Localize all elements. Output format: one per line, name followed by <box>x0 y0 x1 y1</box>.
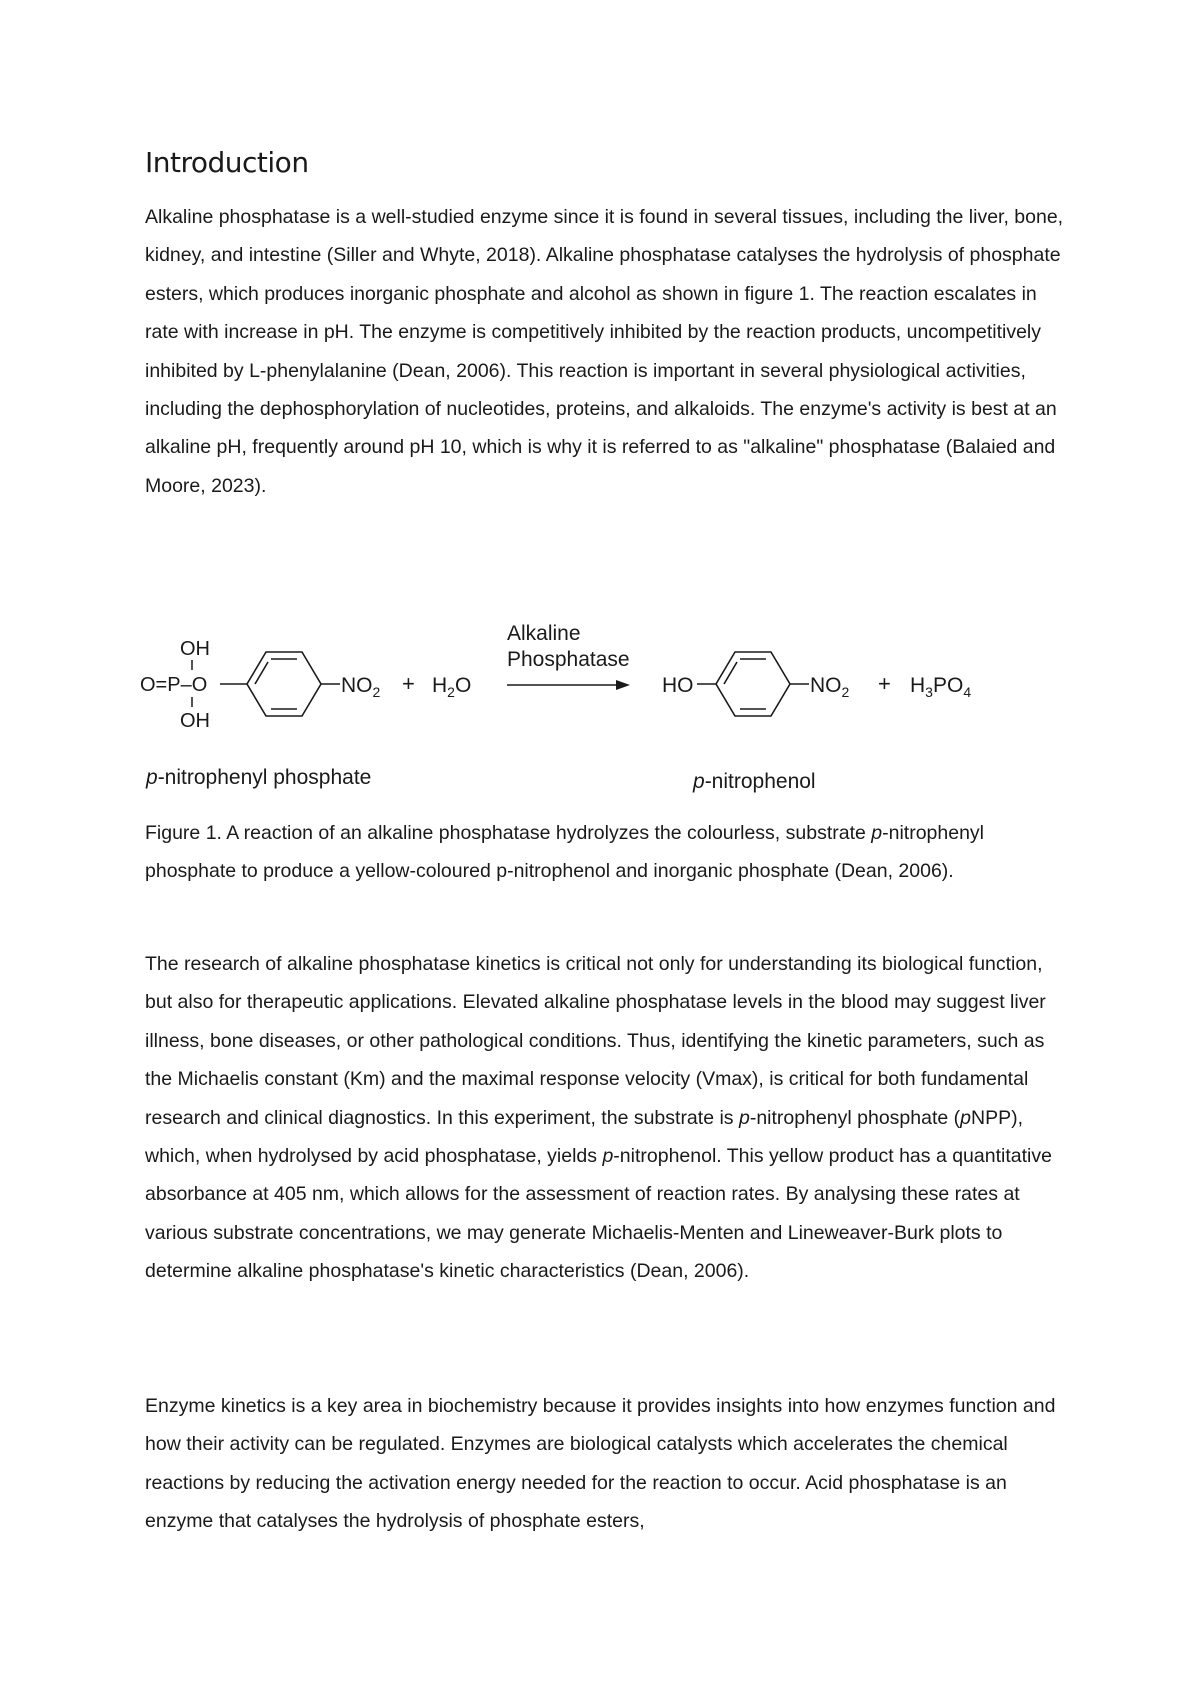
product-name-label: p-nitrophenol <box>693 770 816 793</box>
reaction-figure <box>140 610 1070 800</box>
no2-substrate-label: $NO_2$ <box>341 674 381 700</box>
plus-sign-2: + <box>878 671 891 696</box>
no2-product-label: $NO_2$ <box>810 674 850 700</box>
substrate-name-label: p-nitrophenyl phosphate <box>146 766 372 789</box>
section-heading: Introduction <box>145 146 309 179</box>
oh-top-label: OH <box>180 638 210 660</box>
phosphoric-acid-label: $H_3PO_4$ <box>910 674 972 700</box>
oh-bottom-label: OH <box>180 710 210 732</box>
ho-label: HO <box>662 674 694 697</box>
reaction-arrow <box>507 680 630 690</box>
intro-paragraph-2: The research of alkaline phosphatase kinetics is critical not only for understanding its biological function, but also for therapeutic applications. Elevated alkaline phosphatase levels in the blood may suggest liver illness, bone diseases, or other pathological conditions. Thus, identifying the kinetic parameters, such as the Michaelis constant (Km) and the maximal response velocity (Vmax), is critical for both fundamental research and clinical diagnostics. In this experiment, the substrate is p-nitrophenyl phosphate (pNPP), which, when hydrolysed by acid phosphatase, yields p-nitrophenol. This yellow product has a quantitative absorbance at 405 nm, which allows for the assessment of reaction rates. By analysing these rates at various substrate concentrations, we may generate Michaelis-Menten and Lineweaver-Burk plots to determine alkaline phosphatase's kinetic characteristics (Dean, 2006). <box>145 953 1052 1283</box>
intro-paragraph-1 <box>145 198 1065 505</box>
figure-caption: Figure 1. A reaction of an alkaline phosphatase hydrolyzes the colourless, substrate p-nitrophenyl phosphate to produce a yellow-coloured p-nitrophenol and inorganic phosphate (Dean, 2006). <box>145 822 985 883</box>
phosphate-row-label: O=P–O <box>140 674 208 696</box>
benzene-ring-product <box>716 652 790 716</box>
benzene-ring-substrate <box>247 652 321 716</box>
intro-paragraph-3: Enzyme kinetics is a key area in biochemistry because it provides insights into how enzymes function and how their activity can be regulated. Enzymes are biological catalysts which accelerates the chemical reactions by reducing the activation energy needed for the reaction to occur. Acid phosphatase is an enzyme that catalyses the hydrolysis of phosphate esters, <box>145 1395 1056 1533</box>
paragraph-text: Alkaline phosphatase is a well-studied enzyme since it is found in several tissues, including the liver, bone, kidney, and intestine (Siller and Whyte, 2018). Alkaline phosphatase catalyses the hydrolysis of phosphate esters, which produces inorganic phosphate and alcohol as shown in figure 1. The reaction escalates in rate with increase in pH. The enzyme is competitively inhibited by the reaction products, uncompetitively inhibited by L-phenylalanine (Dean, 2006). This reaction is important in several physiological activities, including the dephosphorylation of nucleotides, proteins, and alkaloids. The enzyme's activity is best at an alkaline pH, frequently around pH 10, which is why it is referred to as "alkaline" phosphatase (Balaied and Moore, 2023). <box>145 206 1064 497</box>
enzyme-label-line1: Alkaline <box>507 622 581 645</box>
enzyme-label-line2: Phosphatase <box>507 648 630 671</box>
water-label: $H_2O$ <box>432 674 472 700</box>
plus-sign: + <box>402 671 415 696</box>
